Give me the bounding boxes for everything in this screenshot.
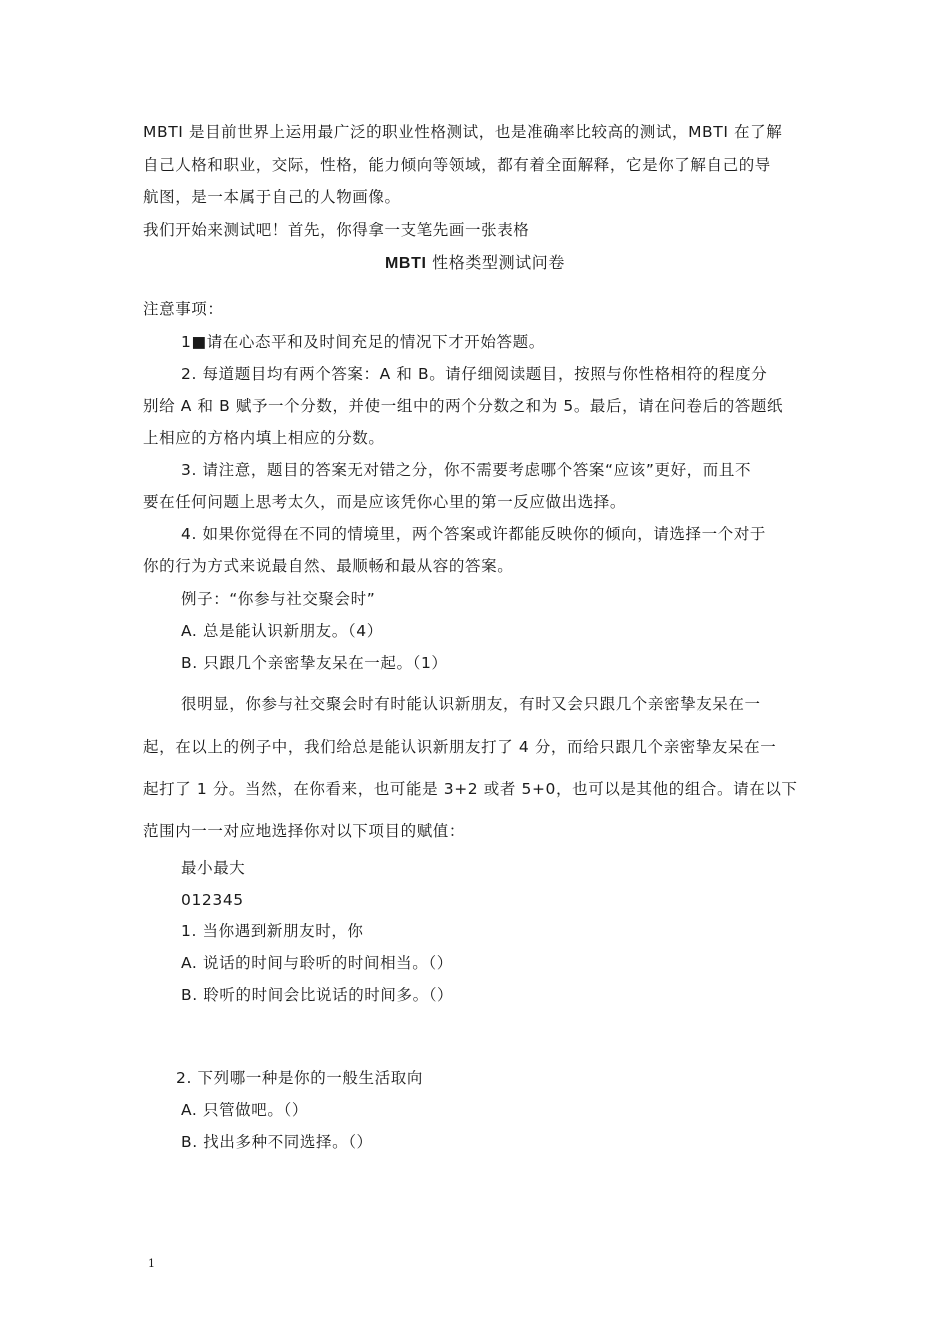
example-option-b: B. 只跟几个亲密挚友呆在一起。（1） bbox=[181, 654, 448, 672]
scale-labels: 最小最大 bbox=[181, 859, 246, 877]
title-bold: MBTI bbox=[384, 255, 427, 272]
intro-line-4: 我们开始来测试吧！首先，你得拿一支笔先画一张表格 bbox=[143, 221, 530, 239]
note-4-line-2: 你的行为方式来说最自然、最顺畅和最从容的答案。 bbox=[143, 557, 514, 575]
title-rest: 性格类型测试问卷 bbox=[426, 253, 565, 272]
note-2-line-3: 上相应的方格内填上相应的分数。 bbox=[143, 429, 385, 447]
question-1: 1. 当你遇到新朋友时，你 bbox=[181, 922, 364, 940]
page-title bbox=[0, 252, 950, 275]
note-4-line-1: 4. 如果你觉得在不同的情境里，两个答案或许都能反映你的倾向，请选择一个对于 bbox=[181, 525, 767, 543]
note-2-line-1: 2. 每道题目均有两个答案：A 和 B。请仔细阅读题目，按照与你性格相符的程度分 bbox=[181, 365, 768, 383]
notes-heading: 注意事项： bbox=[143, 300, 224, 318]
page-number: 1 bbox=[148, 1257, 155, 1270]
example-option-a: A. 总是能认识新朋友。（4） bbox=[181, 622, 383, 640]
explanation-line-3: 起打了 1 分。当然，在你看来，也可能是 3+2 或者 5+0，也可以是其他的组合。请在以下 bbox=[143, 780, 798, 798]
intro-line-2: 自己人格和职业，交际，性格，能力倾向等领域，都有着全面解释，它是你了解自己的导 bbox=[143, 156, 771, 174]
explanation-line-1: 很明显，你参与社交聚会时有时能认识新朋友，有时又会只跟几个亲密挚友呆在一 bbox=[181, 695, 761, 713]
question-1-option-b: B. 聆听的时间会比说话的时间多。（） bbox=[181, 986, 454, 1004]
intro-line-1: MBTI 是目前世界上运用最广泛的职业性格测试，也是准确率比较高的测试，MBTI 在了解 bbox=[143, 123, 783, 141]
example-label: 例子：“你参与社交聚会时” bbox=[181, 590, 376, 608]
intro-line-3: 航图，是一本属于自己的人物画像。 bbox=[143, 188, 401, 206]
note-3-line-2: 要在任何问题上思考太久，而是应该凭你心里的第一反应做出选择。 bbox=[143, 493, 627, 511]
question-1-option-a: A. 说话的时间与聆听的时间相当。（） bbox=[181, 954, 453, 972]
question-2: 2. 下列哪一种是你的一般生活取向 bbox=[176, 1069, 423, 1087]
explanation-line-4: 范围内一一对应地选择你对以下项目的赋值： bbox=[143, 822, 466, 840]
question-2-option-b: B. 找出多种不同选择。（） bbox=[181, 1133, 373, 1151]
question-2-option-a: A. 只管做吧。（） bbox=[181, 1101, 308, 1119]
note-1: 1■请在心态平和及时间充足的情况下才开始答题。 bbox=[181, 333, 545, 351]
note-2-line-2: 别给 A 和 B 赋予一个分数，并使一组中的两个分数之和为 5。最后，请在问卷后的答题纸 bbox=[143, 397, 784, 415]
scale-numbers: 012345 bbox=[181, 891, 244, 909]
note-3-line-1: 3. 请注意，题目的答案无对错之分，你不需要考虑哪个答案“应该”更好，而且不 bbox=[181, 461, 752, 479]
explanation-line-2: 起，在以上的例子中，我们给总是能认识新朋友打了 4 分，而给只跟几个亲密挚友呆在一 bbox=[143, 738, 777, 756]
